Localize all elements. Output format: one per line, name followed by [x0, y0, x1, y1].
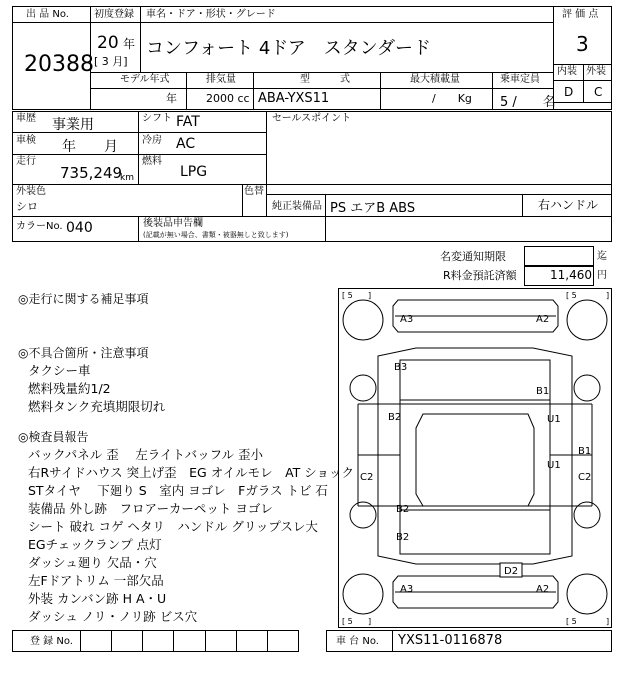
mark-b1-right-front: B1: [536, 386, 550, 397]
capacity-label: 乗車定員: [500, 74, 540, 85]
fuel-label: 燃料: [142, 156, 162, 167]
sales-point-label: セールスポイント: [272, 113, 352, 124]
tire-icon: [567, 574, 607, 614]
tire-label-fr: [ 5: [566, 291, 577, 300]
tire-label-rl: [ 5: [342, 617, 353, 626]
first-reg-label: 初度登録: [94, 9, 134, 20]
interior-grade: D: [564, 85, 574, 99]
tire-tag: ]: [368, 291, 372, 300]
capacity: 5 / 名: [500, 95, 556, 110]
inspector-line: 外装 カンバン跡 H A・U: [28, 591, 167, 606]
tire-tag: ]: [368, 617, 372, 626]
color-no: 040: [66, 220, 93, 236]
mark-b2-rear: B2: [396, 532, 410, 543]
lot-no: 20388: [24, 52, 94, 77]
defect-line: 燃料タンク充填期限切れ: [28, 399, 166, 414]
inspector-line: バックパネル 歪 左ライトバッフル 歪小: [28, 447, 264, 462]
defect-title: ◎不具合箇所・注意事項: [18, 346, 149, 360]
exterior-grade: C: [594, 85, 603, 99]
model-year-label: モデル年式: [120, 74, 170, 85]
car-name-label: 車名・ドア・形状・グレード: [146, 9, 276, 20]
interior-label: 内装: [557, 66, 577, 77]
score: 3: [576, 32, 589, 56]
defect-line: 燃料残量約1/2: [28, 381, 111, 396]
inspector-line: ダッシュ ノリ・ノリ跡 ビス穴: [28, 609, 198, 624]
tire-icon: [350, 375, 376, 401]
reg-no-label: 登 録 No.: [30, 636, 73, 647]
mark-c2-left: C2: [360, 472, 374, 483]
mileage-unit: km: [120, 173, 134, 183]
driving-title: ◎走行に関する補足事項: [18, 292, 149, 306]
exterior-label: 外装: [586, 66, 606, 77]
mark-d2: D2: [504, 566, 519, 577]
aftermarket-label: 後装品申告欄: [143, 218, 203, 229]
recycle-unit: 円: [597, 270, 607, 281]
color-no-label: カラーNo.: [16, 221, 63, 232]
first-reg-year-unit: 年: [123, 37, 136, 51]
exterior-color: シロ: [16, 200, 38, 213]
exterior-color-label: 外装色: [16, 186, 46, 197]
type-label: 型 式: [300, 74, 350, 85]
history-label: 車歴: [16, 113, 36, 124]
inspector-line: 左Fドアトリム 一部欠品: [28, 573, 164, 588]
car-name: コンフォート 4ドア スタンダード: [146, 38, 432, 59]
tire-icon: [574, 375, 600, 401]
displacement-label: 排気量: [206, 74, 236, 85]
defect-line: タクシー車: [28, 363, 91, 378]
tire-tag: ]: [606, 291, 610, 300]
mark-a3-front: A3: [400, 314, 414, 325]
mark-a2-rear: A2: [536, 584, 550, 595]
inspector-title: ◎検査員報告: [18, 430, 89, 444]
inspector-line: STタイヤ 下廻り S 室内 ヨゴレ Fガラス トビ 石: [28, 483, 328, 498]
first-reg-month: [ 3 月]: [94, 55, 128, 68]
ac-label: 冷房: [142, 135, 162, 146]
inspector-line: 右Rサイドハウス 突上げ歪 EG オイルモレ AT ショック: [28, 465, 355, 480]
model-year-unit: 年: [166, 92, 177, 105]
max-load-label: 最大積載量: [410, 74, 460, 85]
chassis-label: 車 台 No.: [336, 636, 379, 647]
max-load: / Kg: [432, 92, 472, 105]
name-change-label: 名変通知期限: [440, 250, 506, 263]
mark-u1-upper: U1: [547, 414, 561, 425]
shift: FAT: [176, 114, 200, 130]
tire-icon: [343, 300, 383, 340]
equipment-label: 純正装備品: [272, 201, 322, 212]
chassis-no: YXS11-0116878: [398, 633, 503, 648]
car-damage-diagram: [338, 288, 612, 628]
tire-label-rr: [ 5: [566, 617, 577, 626]
mark-a3-rear: A3: [400, 584, 414, 595]
mark-u1-lower: U1: [547, 460, 561, 471]
equipment: PS エアB ABS: [330, 201, 416, 216]
name-change-unit: 迄: [597, 251, 607, 262]
mileage-label: 走行: [16, 156, 36, 167]
mileage: 735,249: [60, 164, 123, 182]
tire-icon: [343, 574, 383, 614]
ac: AC: [176, 136, 196, 152]
handle: 右ハンドル: [538, 198, 599, 212]
displacement: 2000 cc: [206, 92, 250, 105]
mark-b3: B3: [394, 362, 408, 373]
recycle-fee: 11,460: [550, 268, 592, 282]
inspection-label: 車検: [16, 135, 36, 146]
mark-a2-front: A2: [536, 314, 550, 325]
mark-b2-left: B2: [388, 412, 402, 423]
inspector-line: 装備品 外し跡 フロアーカーペット ヨゴレ: [28, 501, 273, 516]
type: ABA-YXS11: [258, 91, 330, 106]
recycle-label: R料金預託済額: [443, 269, 517, 282]
name-change-box: [524, 246, 594, 266]
mark-b1-right: B1: [578, 446, 592, 457]
inspection: 年 月: [62, 139, 118, 155]
mark-b2-rear-left: B2: [396, 504, 410, 515]
first-reg-year: 20: [97, 33, 119, 53]
tire-tag: ]: [606, 617, 610, 626]
tire-icon: [567, 300, 607, 340]
lot-no-label: 出 品 No.: [26, 9, 69, 20]
inspector-line: EGチェックランプ 点灯: [28, 537, 162, 552]
shift-label: シフト: [142, 113, 172, 124]
history: 事業用: [52, 117, 94, 133]
recolor-label: 色替: [244, 186, 264, 197]
fuel: LPG: [180, 164, 208, 180]
score-label: 評 価 点: [562, 9, 599, 20]
tire-label-fl: [ 5: [342, 291, 353, 300]
inspector-line: シート 破れ コゲ ヘタリ ハンドル グリップスレ大: [28, 519, 318, 534]
inspector-line: ダッシュ廻り 欠品・穴: [28, 555, 157, 570]
defect-list: [28, 362, 165, 416]
mark-c2-right: C2: [578, 472, 592, 483]
roof-shape: [416, 414, 534, 506]
inspector-list: [28, 446, 354, 626]
aftermarket-note: (記載が無い場合、書類・被器無しと致します): [143, 231, 289, 239]
